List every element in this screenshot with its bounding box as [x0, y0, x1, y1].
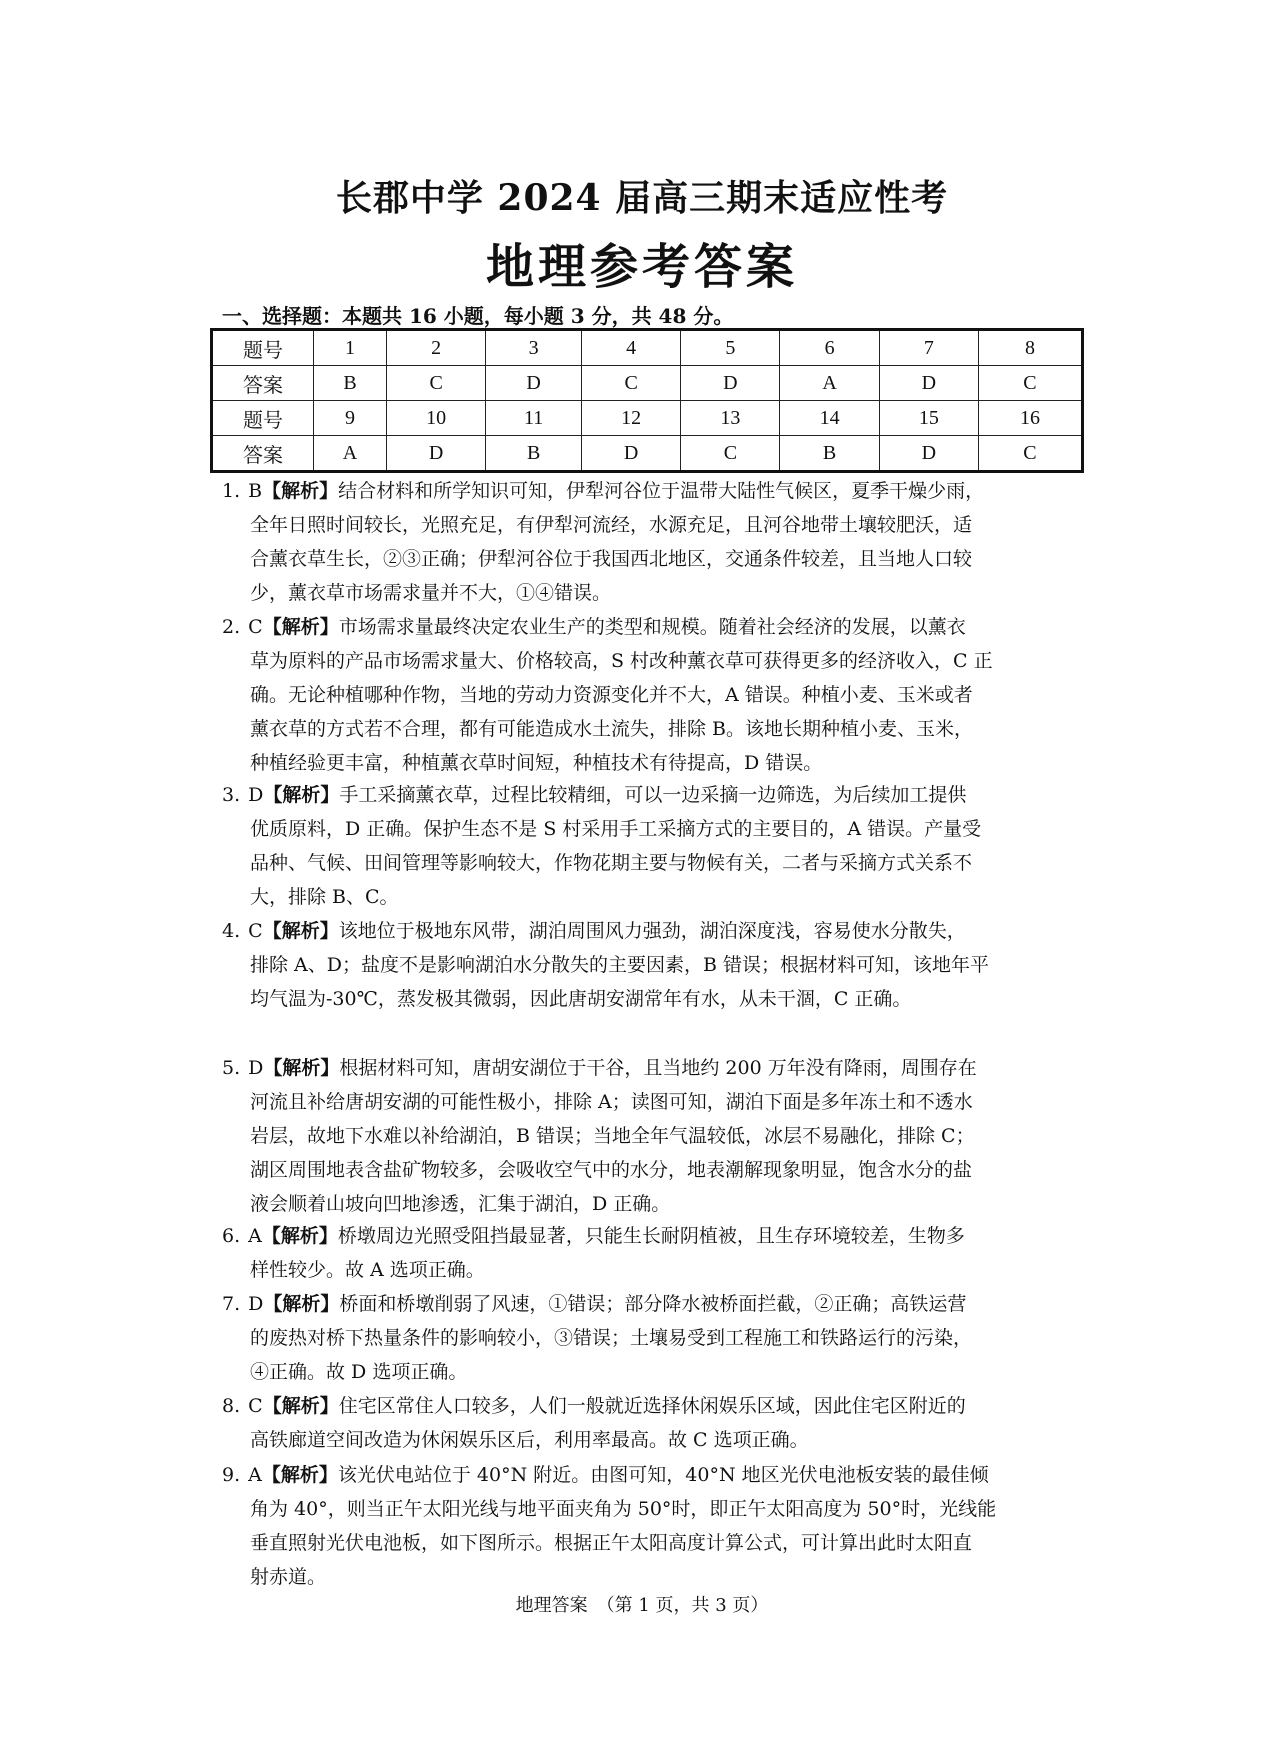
question-answer: D — [248, 1293, 264, 1315]
explanation-item — [222, 474, 1062, 610]
explanation-line — [222, 712, 1062, 746]
table-row-numbers — [212, 401, 1083, 436]
table-row-numbers — [212, 330, 1083, 366]
explanation-line — [222, 846, 1062, 880]
row-label-answer: 答案 — [212, 436, 314, 472]
analysis-tag: 【解析】 — [262, 1395, 339, 1417]
question-answer: A — [248, 1225, 262, 1247]
explanation-text: 高铁廊道空间改造为休闲娱乐区后，利用率最高。故 C 选项正确。 — [250, 1429, 809, 1451]
exam-title: 长郡中学 2024 届高三期末适应性考 — [335, 177, 949, 219]
explanation-item — [222, 1389, 1062, 1457]
question-number-cell: 14 — [780, 401, 879, 436]
explanation-item — [222, 1219, 1062, 1287]
question-number: 6. — [222, 1225, 241, 1247]
explanation-line — [222, 948, 1062, 982]
explanation-text: 排除 A、D；盐度不是影响湖泊水分散失的主要因素，B 错误；根据材料可知，该地年平 — [250, 954, 989, 976]
answer-key-title: 地理参考答案 — [485, 239, 798, 295]
question-number: 1. — [222, 480, 241, 502]
explanation-item — [222, 778, 1062, 914]
explanation-line — [222, 880, 1062, 914]
page-footer: 地理答案 （第 1 页，共 3 页） — [515, 1595, 769, 1616]
answer-cell: C — [582, 366, 681, 401]
analysis-tag: 【解析】 — [263, 1293, 340, 1315]
question-answer: B — [248, 480, 263, 502]
analysis-tag: 【解析】 — [263, 1057, 340, 1079]
question-number: 5. — [222, 1057, 241, 1079]
question-number-cell: 7 — [879, 330, 978, 366]
table-row-answers — [212, 436, 1083, 472]
analysis-tag: 【解析】 — [261, 1464, 338, 1486]
question-number-cell: 15 — [879, 401, 978, 436]
explanation-line — [222, 508, 1062, 542]
answer-cell: C — [387, 366, 486, 401]
explanation-text: 住宅区常住人口较多，人们一般就近选择休闲娱乐区域，因此住宅区附近的 — [338, 1395, 966, 1417]
answer-cell: C — [978, 366, 1082, 401]
explanation-item — [222, 1051, 1062, 1221]
explanation-line — [222, 1355, 1062, 1389]
question-number-cell: 4 — [582, 330, 681, 366]
explanation-text: 桥面和桥墩削弱了风速，①错误；部分降水被桥面拦截，②正确；高铁运营 — [339, 1293, 967, 1315]
question-answer: D — [248, 784, 264, 806]
question-number-cell: 16 — [978, 401, 1082, 436]
explanation-item — [222, 1287, 1062, 1389]
explanation-text: 河流且补给唐胡安湖的可能性极小，排除 A；读图可知，湖泊下面是多年冻土和不透水 — [250, 1091, 973, 1113]
question-answer: C — [248, 920, 263, 942]
question-answer: D — [248, 1057, 264, 1079]
question-number-cell: 3 — [486, 330, 582, 366]
explanation-text: 该光伏电站位于 40°N 附近。由图可知，40°N 地区光伏电池板安装的最佳倾 — [337, 1464, 989, 1486]
question-number: 3. — [222, 784, 241, 806]
explanation-text: 液会顺着山坡向凹地渗透，汇集于湖泊，D 正确。 — [250, 1193, 671, 1215]
explanation-text: 合薰衣草生长，②③正确；伊犁河谷位于我国西北地区，交通条件较差，且当地人口较 — [250, 548, 973, 570]
question-number: 7. — [222, 1293, 241, 1315]
table-row-answers — [212, 366, 1083, 401]
analysis-tag: 【解析】 — [261, 1225, 338, 1247]
explanation-item — [222, 914, 1062, 1016]
row-label-answer: 答案 — [212, 366, 314, 401]
explanation-line — [222, 1389, 1062, 1423]
explanation-text: 根据材料可知，唐胡安湖位于干谷，且当地约 200 万年没有降雨，周围存在 — [339, 1057, 977, 1079]
row-label-number: 题号 — [212, 401, 314, 436]
question-number-cell: 10 — [387, 401, 486, 436]
explanation-text: ④正确。故 D 选项正确。 — [250, 1361, 468, 1383]
answer-cell: B — [780, 436, 879, 472]
explanation-item — [222, 1458, 1062, 1594]
explanation-line — [222, 1187, 1062, 1221]
question-number-cell: 2 — [387, 330, 486, 366]
explanation-text: 桥墩周边光照受阻挡最显著，只能生长耐阴植被，且生存环境较差，生物多 — [337, 1225, 965, 1247]
explanation-line — [222, 1219, 1062, 1253]
explanation-line — [222, 1492, 1062, 1526]
explanation-line — [222, 1321, 1062, 1355]
question-number-cell: 9 — [314, 401, 387, 436]
explanation-text: 岩层，故地下水难以补给湖泊，B 错误；当地全年气温较低，冰层不易融化，排除 C； — [250, 1125, 975, 1147]
explanation-line — [222, 1085, 1062, 1119]
explanation-text: 射赤道。 — [250, 1566, 327, 1588]
explanation-text: 该地位于极地东风带，湖泊周围风力强劲，湖泊深度浅，容易使水分散失， — [338, 920, 966, 942]
explanation-line — [222, 1051, 1062, 1085]
analysis-tag: 【解析】 — [262, 616, 339, 638]
answer-cell: D — [879, 366, 978, 401]
answer-cell: C — [681, 436, 780, 472]
question-number: 4. — [222, 920, 241, 942]
explanation-text: 全年日照时间较长，光照充足，有伊犁河流经，水源充足，且河谷地带土壤较肥沃，适 — [250, 514, 973, 536]
explanation-line — [222, 1153, 1062, 1187]
explanation-line — [222, 1423, 1062, 1457]
answer-cell: A — [780, 366, 879, 401]
question-number-cell: 6 — [780, 330, 879, 366]
explanation-text: 结合材料和所学知识可知，伊犁河谷位于温带大陆性气候区，夏季干燥少雨， — [338, 480, 985, 502]
explanation-line — [222, 678, 1062, 712]
explanation-line — [222, 576, 1062, 610]
explanation-line — [222, 474, 1062, 508]
explanation-text: 市场需求量最终决定农业生产的类型和规模。随着社会经济的发展，以薰衣 — [338, 616, 966, 638]
answer-table — [210, 328, 1084, 473]
answer-cell: B — [314, 366, 387, 401]
answer-cell: B — [486, 436, 582, 472]
explanation-line — [222, 914, 1062, 948]
explanation-text: 样性较少。故 A 选项正确。 — [250, 1259, 485, 1281]
explanation-text: 垂直照射光伏电池板，如下图所示。根据正午太阳高度计算公式，可计算出此时太阳直 — [250, 1532, 973, 1554]
explanation-line — [222, 778, 1062, 812]
explanation-line — [222, 746, 1062, 780]
explanation-text: 草为原料的产品市场需求量大、价格较高，S 村改种薰衣草可获得更多的经济收入，C 正 — [250, 650, 993, 672]
explanation-text: 确。无论种植哪种作物，当地的劳动力资源变化并不大，A 错误。种植小麦、玉米或者 — [250, 684, 973, 706]
explanation-line — [222, 1119, 1062, 1153]
explanation-text: 品种、气候、田间管理等影响较大，作物花期主要与物候有关，二者与采摘方式关系不 — [250, 852, 973, 874]
question-number-cell: 5 — [681, 330, 780, 366]
explanation-line — [222, 610, 1062, 644]
explanation-text: 的废热对桥下热量条件的影响较小，③错误；土壤易受到工程施工和铁路运行的污染， — [250, 1327, 973, 1349]
explanation-line — [222, 1560, 1062, 1594]
question-number-cell: 11 — [486, 401, 582, 436]
answer-cell: D — [387, 436, 486, 472]
explanation-line — [222, 1458, 1062, 1492]
explanation-text: 均气温为-30℃，蒸发极其微弱，因此唐胡安湖常年有水，从未干涸，C 正确。 — [250, 988, 912, 1010]
question-number-cell: 12 — [582, 401, 681, 436]
explanation-text: 大，排除 B、C。 — [250, 886, 399, 908]
explanation-text: 优质原料，D 正确。保护生态不是 S 村采用手工采摘方式的主要目的，A 错误。产量受 — [250, 818, 982, 840]
explanation-line — [222, 982, 1062, 1016]
explanation-line — [222, 1287, 1062, 1321]
analysis-tag: 【解析】 — [262, 480, 339, 502]
explanation-text: 湖区周围地表含盐矿物较多，会吸收空气中的水分，地表潮解现象明显，饱含水分的盐 — [250, 1159, 973, 1181]
section-heading: 一、选择题：本题共 16 小题，每小题 3 分，共 48 分。 — [222, 304, 734, 328]
explanation-line — [222, 644, 1062, 678]
answer-cell: D — [582, 436, 681, 472]
explanation-text: 少，薰衣草市场需求量并不大，①④错误。 — [250, 582, 612, 604]
analysis-tag: 【解析】 — [263, 784, 340, 806]
question-number: 2. — [222, 616, 241, 638]
explanation-line — [222, 1526, 1062, 1560]
question-answer: C — [248, 1395, 263, 1417]
answer-cell: C — [978, 436, 1082, 472]
question-answer: A — [248, 1464, 262, 1486]
explanation-text: 手工采摘薰衣草，过程比较精细，可以一边采摘一边筛选，为后续加工提供 — [339, 784, 967, 806]
answer-cell: D — [879, 436, 978, 472]
question-number: 9. — [222, 1464, 241, 1486]
row-label-number: 题号 — [212, 330, 314, 366]
question-number-cell: 8 — [978, 330, 1082, 366]
answer-cell: A — [314, 436, 387, 472]
answer-cell: D — [486, 366, 582, 401]
question-number-cell: 13 — [681, 401, 780, 436]
question-answer: C — [248, 616, 263, 638]
analysis-tag: 【解析】 — [262, 920, 339, 942]
explanation-line — [222, 812, 1062, 846]
answer-cell: D — [681, 366, 780, 401]
question-number-cell: 1 — [314, 330, 387, 366]
explanation-line — [222, 1253, 1062, 1287]
explanation-text: 薰衣草的方式若不合理，都有可能造成水土流失，排除 B。该地长期种植小麦、玉米， — [250, 718, 974, 740]
explanation-text: 角为 40°，则当正午太阳光线与地平面夹角为 50°时，即正午太阳高度为 50°时，光线能 — [250, 1498, 997, 1520]
explanation-line — [222, 542, 1062, 576]
explanation-item — [222, 610, 1062, 780]
explanation-text: 种植经验更丰富，种植薰衣草时间短，种植技术有待提高，D 错误。 — [250, 752, 823, 774]
question-number: 8. — [222, 1395, 241, 1417]
